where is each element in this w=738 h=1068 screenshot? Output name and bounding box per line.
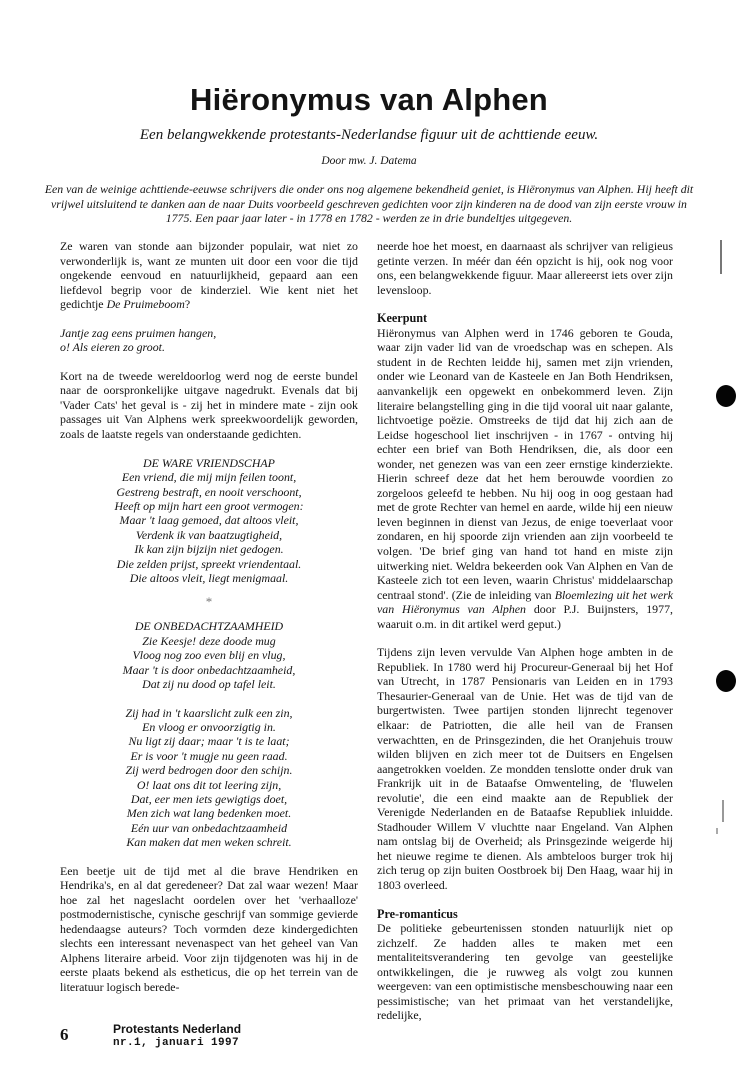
quoted-verse-line: o! Als eieren zo groot. bbox=[60, 340, 165, 355]
scan-mark bbox=[716, 828, 718, 834]
poem-de-ware-vriendschap bbox=[60, 456, 358, 586]
poem-line: Zij werd bedrogen door den schijn. bbox=[125, 763, 293, 778]
scan-mark bbox=[720, 240, 722, 274]
poem-line: Gestreng bestraft, en nooit verschoont, bbox=[116, 484, 302, 499]
section-heading-pre-romanticus: Pre-romanticus bbox=[377, 906, 458, 921]
poem-line: Nu ligt zij daar; maar 't is te laat; bbox=[128, 734, 290, 749]
poem-line: Die zelden prijst, spreekt vriendentaal. bbox=[116, 556, 302, 571]
poem-line: Vloog nog zoo even blij en vlug, bbox=[132, 648, 286, 663]
right-p1-end: door P.J. Buijnsters, 1977, waaruit o.m. in dit artikel werd geput.) bbox=[377, 602, 673, 631]
poem-line: O! laat ons dit tot leering zijn, bbox=[136, 777, 282, 792]
poem-line: En vloog er onvoorzigtig in. bbox=[142, 719, 276, 734]
left-paragraph-3: Een beetje uit de tijd met al die brave Hendriken en Hendrika's, en al dat geredeneer? Dat zal waar wezen! Maar hoe zal het nageslacht oordelen over het 'verhaalloze' postmodernistische, cynische geschrijf van sommige gevierde hedendaagse auteurs? Toch vormden deze kindergedichten slechts een interessant nevenaspect van het geheel van Van Alphens literaire arbeid. Voor zijn tijdgenoten was hij in de eerste plaats bekend als estheticus, die op het terrein van de literatuur logisch berede- bbox=[60, 863, 358, 994]
right-p1-text: Hiëronymus van Alphen werd in 1746 geboren te Gouda, waar zijn vader lid van de vroedschap was en schepen. Als student in de Rechten leidde hij, samen met zijn vrienden, onder wie Leonard van de Kasteele en Jan Both Hendriksen, aanvankelijk een opgewekt en onbekommerd leven. Zijn literaire belangstelling ging in die tijd vooral uit naar galante, lichtvoetige poëzie. Omstreeks de tijd dat hij zich aan de Leidse hogeschool liet inschrijven - in 1767 - ontving hij echter een brief van Both Hendriksen, die, als door een wonder, net genezen was van een zeer ernstige kinderziekte. Hierin schreef deze dat het hem berouwde voordien zo zorgeloos geleefd te hebben. Nu hij oog in oog gestaan had met de grote Rechter van hemel en aarde, wilde hij een nieuw leven beginnen in dienst van Jezus, de enige toeverlaat voor zondaren, en hij spoorde zijn vrienden aan zijn voorbeeld te volgen. 'De brief ging van hand tot hand en miste zijn uitwerking niet. Weldra bekeerden ook Van Alphen en Van de Kasteele zich tot een leven, waarin Christus' middelaarschap centraal stond'. (Zie de inleiding van bbox=[377, 325, 673, 602]
poem-line: Zie Keesje! deze doode mug bbox=[142, 633, 276, 648]
poem-line: Dat zij nu dood op tafel leit. bbox=[142, 677, 276, 692]
right-paragraph-3: De politieke gebeurtenissen stonden natuurlijk niet op zichzelf. Ze hadden alles te maken met een mentaliteitsverandering ten gevolge van geestelijke ontwikkelingen, die je ruwweg als volgt zou kunnen weergeven: van een optimistische mensbeschouwing naar een pessimistische; van het primaat van het verstandelijke, redelijke, bbox=[377, 921, 673, 1023]
article-subtitle: Een belangwekkende protestants-Nederlandse figuur uit de achttiende eeuw. bbox=[139, 127, 599, 143]
poem-line: Zij had in 't kaarslicht zulk een zin, bbox=[125, 705, 293, 720]
quoted-verse-line: Jantje zag eens pruimen hangen, bbox=[60, 325, 217, 340]
poem-de-onbedachtzaamheid bbox=[60, 619, 358, 849]
punch-hole bbox=[716, 670, 736, 692]
poem-line: Een vriend, die mij mijn feilen toont, bbox=[121, 470, 297, 485]
poem-line: Men zich wat lang bedenken moet. bbox=[126, 806, 292, 821]
poem-title: DE ONBEDACHTZAAMHEID bbox=[134, 619, 284, 634]
poem-line: Er is voor 't mugje nu geen raad. bbox=[130, 748, 288, 763]
book-title-reference: Bloemlezing uit het werk van Hiëronymus van Alphen bbox=[377, 587, 674, 617]
quoted-verse bbox=[60, 326, 358, 355]
left-column bbox=[60, 239, 358, 995]
poem-line: Maar 't laag gemoed, dat altoos vleit, bbox=[119, 513, 299, 528]
author-byline: Door mw. J. Datema bbox=[321, 155, 417, 167]
right-paragraph-0: neerde hoe het moest, en daarnaast als schrijver van religieus getinte verzen. In méér dan één opzicht is hij, ook nog voor ons, een belangwekkende figuur. Maar allereerst iets over zijn levensloop. bbox=[377, 239, 673, 297]
right-paragraph-2: Tijdens zijn leven vervulde Van Alphen hoge ambten in de Republiek. In 1780 werd hij Procureur-Generaal bij het Hof van Utrecht, in 1787 Pensionaris van Leiden en in 1793 Thesaurier-Generaal van de Unie. Het was de tijd van de burgertwisten. Twee partijen stonden lijnrecht tegenover elkaar: de Patriotten, die alle heil van de Fransen verwachtten, en de Prinsgezinden, die het Oranjehuis trouw wilden blijven en zich meer tot de Duitsers en Engelsen aangetrokken voelden. Ze mondden tenslotte onder druk van Frankrijk uit in de Bataafse Omwenteling, de 'fluwelen revolutie', die een eind maakte aan de Republiek der Verenigde Nederlanden en de Bataafse Republiek inluidde. Stadhouder Willem V vluchtte naar Engeland. Van Alphen nam ontslag bij de Overheid; als Prinsgezinde weigerde hij het nieuwe regime te dienen. Als ambteloos burger trok hij zich terug op zijn buiten Oostbroek bij Den Haag, waar hij in 1803 overleed. bbox=[377, 645, 673, 893]
left-p1-end: ? bbox=[184, 297, 191, 312]
page-number: 6 bbox=[60, 1025, 69, 1044]
section-heading-keerpunt: Keerpunt bbox=[377, 311, 428, 326]
article-title: Hiëronymus van Alphen bbox=[190, 82, 548, 117]
poem-line: Kan maken dat men weken schreit. bbox=[126, 835, 292, 850]
poem-line: Maar 't is door onbedachtzaamheid, bbox=[122, 662, 296, 677]
poem-title-reference: De Pruimeboom bbox=[106, 297, 185, 312]
issue-info: nr.1, januari 1997 bbox=[113, 1037, 240, 1049]
scan-mark bbox=[722, 800, 724, 822]
poem-line: Heeft op mijn hart een groot vermogen: bbox=[114, 498, 304, 513]
poem-line: Die altoos vleit, liegt menigmaal. bbox=[129, 570, 289, 585]
right-column bbox=[377, 239, 673, 1023]
poem-line: Verdenk ik van baatzugtigheid, bbox=[135, 527, 283, 542]
magazine-name: Protestants Nederland bbox=[113, 1022, 242, 1036]
poem-line: Dat, eer men iets gewigtigs doet, bbox=[130, 791, 288, 806]
left-p1-text: Ze waren van stonde aan bijzonder populair, wat niet zo verwonderlijk is, want ze munten uit door een voor die tijd ongekende eenvoud en natuurlijkheid, gepaard aan een liefdevol begrip voor de kinderziel. Wie kent niet het gedichtje bbox=[60, 239, 358, 312]
poem-title: DE WARE VRIENDSCHAP bbox=[143, 455, 275, 470]
poem-line: Ik kan zijn bijzijn niet gedogen. bbox=[134, 542, 284, 557]
right-paragraph-1 bbox=[377, 326, 673, 631]
left-paragraph-2: Kort na de tweede wereldoorlog werd nog de eerste bundel naar de oorspronkelijke uitgave nagedrukt. Evenals dat bij 'Vader Cats' het geval is - zij het in mindere mate - zijn ook passages uit Van Alphens werk spreekwoordelijk geworden, zoals de laatste regels van onderstaande gedichten. bbox=[60, 368, 358, 442]
intro-paragraph: Een van de weinige achttiende-eeuwse schrijvers die onder ons nog algemene bekendheid geniet, is Hiëronymus van Alphen. Hij heeft dit vrijwel uitsluitend te danken aan de naar Duits voorbeeld geschreven gedichten voor zijn kinderen na de dood van zijn eerste vrouw in 1775. Een paar jaar later - in 1778 en 1782 - werden ze in drie bundeltjes uitgegeven. bbox=[44, 182, 694, 226]
poem-line: Eén uur van onbedachtzaamheid bbox=[130, 820, 288, 835]
punch-hole bbox=[716, 385, 736, 407]
left-paragraph-1 bbox=[60, 239, 358, 312]
section-separator: * bbox=[205, 594, 213, 610]
